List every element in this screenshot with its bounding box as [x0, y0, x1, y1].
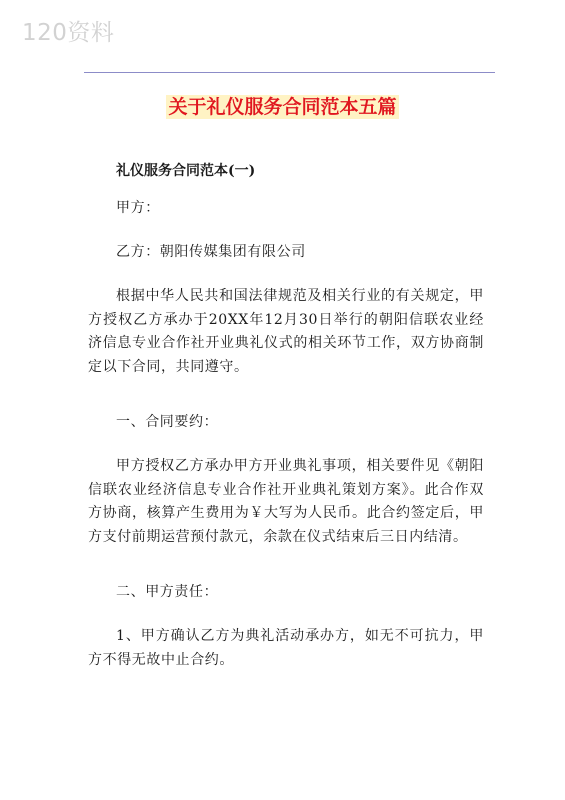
paragraph-party-b: 乙方：朝阳传媒集团有限公司 — [116, 244, 306, 260]
section-heading: 礼仪服务合同范本(一) — [116, 163, 256, 179]
watermark: 120资料 — [22, 20, 115, 46]
paragraph-clause-1-body: 甲方授权乙方承办甲方开业典礼事项，相关要件见《朝阳信联农业经济信息专业合作社开业典礼策划方案》。此合作双方协商，核算产生费用为￥大写为人民币。此合约签定后，甲方支付前期运营预付款元，余款在仪式结束后三日内结清。 — [88, 458, 484, 546]
paragraph-clause-heading-2: 二、甲方责任： — [116, 584, 219, 600]
paragraph-preamble: 根据中华人民共和国法律规范及相关行业的有关规定，甲方授权乙方承办于20XX年12月30日举行的朝阳信联农业经济信息专业合作社开业典礼仪式的相关环节工作，双方协商制定以下合同，共同遵守。 — [88, 288, 484, 376]
paragraph-party-a: 甲方： — [116, 200, 160, 216]
document-title — [0, 92, 565, 119]
paragraph-clause-heading-1: 一、合同要约： — [116, 414, 219, 430]
document-title-text: 关于礼仪服务合同范本五篇 — [168, 96, 397, 118]
header-divider — [84, 72, 495, 73]
paragraph-clause-2-item-1: 1、甲方确认乙方为典礼活动承办方，如无不可抗力，甲方不得无故中止合约。 — [88, 628, 484, 668]
